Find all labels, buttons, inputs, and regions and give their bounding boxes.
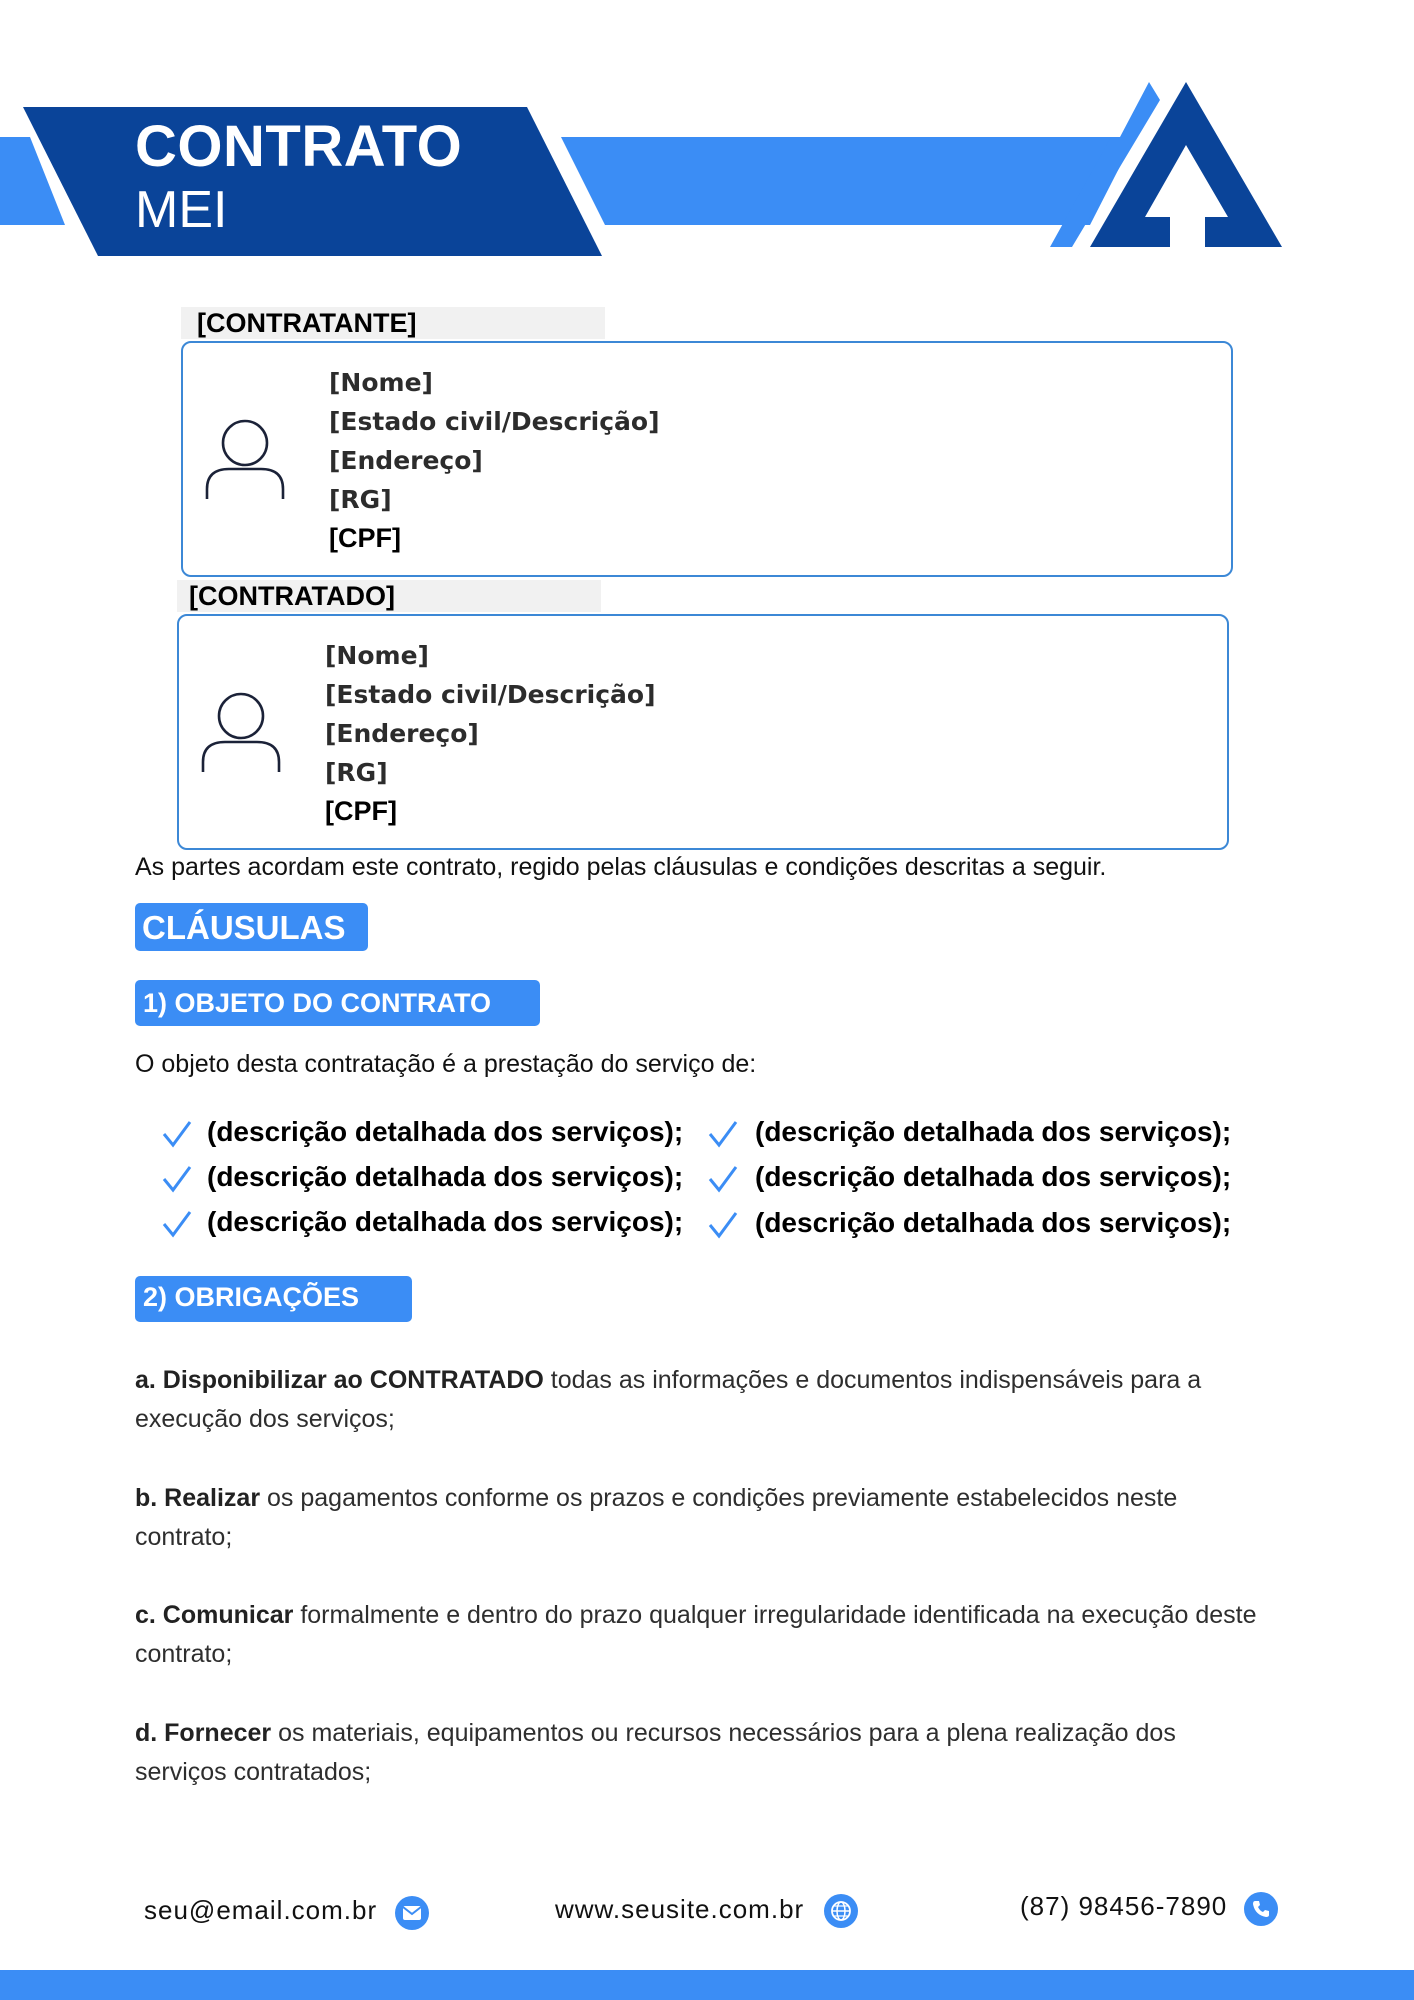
contratante-nome: [Nome] (329, 368, 433, 397)
section-2-heading: 2) OBRIGAÇÕES (135, 1276, 412, 1322)
service-item: (descrição detalhada dos serviços); (755, 1161, 1232, 1192)
obligation-item (135, 1361, 1265, 1439)
footer-email[interactable]: seu@email.com.br (144, 1895, 378, 1925)
check-icon (162, 1165, 192, 1193)
contratante-estado-civil: [Estado civil/Descrição] (329, 407, 660, 436)
contratado-estado-civil: [Estado civil/Descrição] (325, 680, 656, 709)
contratado-box (177, 614, 1229, 850)
obligation-item (135, 1596, 1265, 1674)
service-item: (descrição detalhada dos serviços); (207, 1206, 684, 1237)
check-icon (708, 1211, 738, 1239)
contratado-label: [CONTRATADO] (177, 580, 601, 612)
person-icon (205, 419, 285, 503)
obligation-text: todas as informações e documentos indispensáveis para a execução dos serviços; (135, 1366, 1202, 1433)
check-icon (162, 1210, 192, 1238)
contratado-endereco: [Endereço] (325, 719, 479, 748)
obligation-item (135, 1714, 1265, 1792)
obligation-text: os pagamentos conforme os prazos e condições previamente estabelecidos neste contrato; (135, 1484, 1178, 1551)
service-item: (descrição detalhada dos serviços); (755, 1116, 1232, 1147)
section-1-intro: O objeto desta contratação é a prestação do serviço de: (135, 1050, 757, 1078)
footer-website[interactable]: www.seusite.com.br (555, 1894, 805, 1924)
check-icon (708, 1165, 738, 1193)
service-item: (descrição detalhada dos serviços); (207, 1116, 684, 1147)
obligation-lead: c. Comunicar (135, 1601, 294, 1629)
footer-phone[interactable]: (87) 98456-7890 (1020, 1891, 1228, 1921)
service-item: (descrição detalhada dos serviços); (755, 1207, 1232, 1238)
footer-bar (0, 1970, 1414, 2000)
page-title: CONTRATO (135, 114, 463, 179)
service-item: (descrição detalhada dos serviços); (207, 1161, 684, 1192)
check-icon (708, 1120, 738, 1148)
contratado-details (325, 636, 656, 831)
contratante-details (329, 363, 660, 558)
obligation-lead: d. Fornecer (135, 1719, 272, 1747)
obligation-lead: a. Disponibilizar ao CONTRATADO (135, 1366, 544, 1394)
globe-icon (824, 1894, 858, 1928)
envelope-icon (395, 1896, 429, 1930)
contratante-label: [CONTRATANTE] (181, 307, 605, 339)
contratado-cpf: [CPF] (325, 796, 397, 826)
person-icon (201, 692, 281, 776)
header-right-stripe (561, 137, 1135, 225)
obligation-lead: b. Realizar (135, 1484, 261, 1512)
page-subtitle: MEI (135, 181, 228, 239)
obligation-text: os materiais, equipamentos ou recursos necessários para a plena realização dos serviços contratados; (135, 1719, 1176, 1786)
check-icon (162, 1120, 192, 1148)
contratante-endereco: [Endereço] (329, 446, 483, 475)
contratante-cpf: [CPF] (329, 523, 401, 553)
contratante-box (181, 341, 1233, 577)
obligation-item (135, 1479, 1265, 1557)
intro-text: As partes acordam este contrato, regido pelas cláusulas e condições descritas a seguir. (135, 853, 1107, 881)
phone-icon (1244, 1892, 1278, 1926)
contratante-rg: [RG] (329, 485, 392, 514)
contratado-rg: [RG] (325, 758, 388, 787)
section-1-heading: 1) OBJETO DO CONTRATO (135, 980, 540, 1026)
clausulas-heading: CLÁUSULAS (135, 903, 368, 951)
contratado-nome: [Nome] (325, 641, 429, 670)
obligation-text: formalmente e dentro do prazo qualquer irregularidade identificada na execução deste contrato; (135, 1601, 1257, 1668)
